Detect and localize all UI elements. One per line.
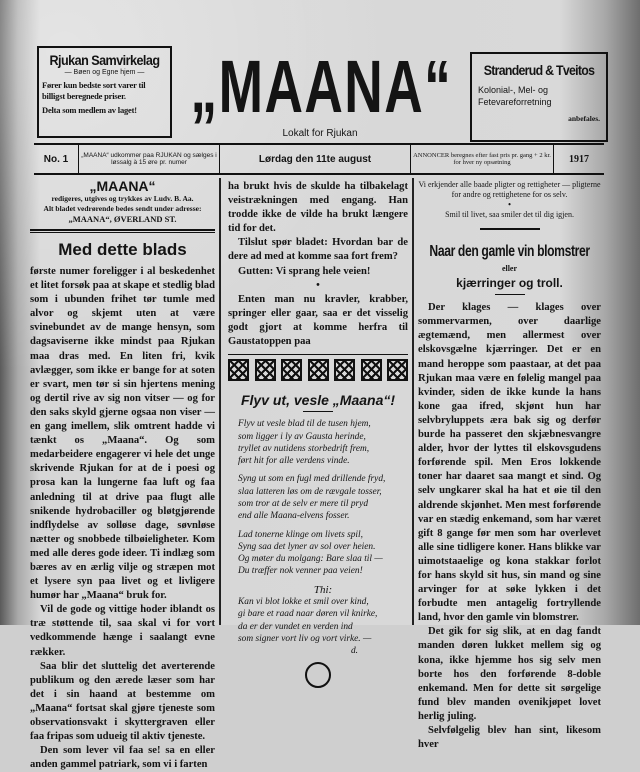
advert-stranderud-tveitos <box>470 52 608 142</box>
info-bar <box>34 143 604 175</box>
note: Vi erkjender alle baade pligter og rettigheter — pligterne for andre og rettighetene for os selv. <box>418 180 601 199</box>
paragraph: Den som lever vil faa se! sa en eller anden gammel patriark, som vi i farten <box>30 745 215 771</box>
advert-title: Stranderud & Tveitos <box>483 62 595 78</box>
double-rule <box>30 229 215 233</box>
rule <box>480 228 540 230</box>
poem-line: gi bare et raad naar døren vil knirke, <box>238 609 378 620</box>
issue-year: 1917 <box>569 153 589 165</box>
advert-body: Kolonial-, Mel- og Fetevareforretning <box>478 85 552 107</box>
ornament-border <box>228 354 408 385</box>
poem-interlude: Thi: <box>313 583 333 596</box>
paragraph: Enten man nu kravler, krabber, springer eller gaar, saa er det visselig godt gjort at komme herfra til Gaustatoppen paa <box>228 293 408 348</box>
tagline: Lokalt for Rjukan <box>282 128 358 139</box>
advert-pricing: ANNONCER beregnes efter fast pris pr. gang + 2 kr. for hver ny opsætning <box>411 145 554 173</box>
flower-ornament-icon <box>305 662 331 688</box>
poem-line: som signer vort liv og vort virke. — <box>238 633 372 644</box>
article-headline: Naar den gamle vin blomstrer <box>429 243 590 260</box>
poem <box>228 418 408 657</box>
column-divider <box>412 178 414 625</box>
advert-footer: Delta som medlem av laget! <box>42 105 137 115</box>
publication-info: „MAANA“ udkommer paa RJUKAN og sælges i løssalg à 15 øre pr. numer <box>79 145 220 173</box>
article-headline: Med dette blads <box>58 240 187 259</box>
column-1 <box>30 178 215 772</box>
poem-line: Flyv ut vesle blad til de tusen hjem, <box>238 419 371 430</box>
paragraph: ha brukt hvis de skulde ha tilbakelagt veistrækningen med engang. Han trodde ikke de vilde ha brukt længere tid for det. <box>228 181 408 235</box>
poem-line: som ligger i ly av Gausta herinde, <box>238 431 366 442</box>
poem-line: tryllet av nutidens storbedrift frem, <box>238 443 370 454</box>
stanza <box>238 418 408 467</box>
article-subheadline: kjærringer og troll. <box>456 276 563 291</box>
column-3 <box>418 180 601 752</box>
paragraph: Gutten: Vi sprang hele veien! <box>238 265 371 277</box>
poem-title: Flyv ut, vesle „Maana“! <box>240 392 396 409</box>
issue-date: Lørdag den 11te august <box>220 145 411 173</box>
editorial-line: Alt bladet vedrørende bedes sendt under adresse: <box>43 204 202 213</box>
paragraph: Vil de gode og vittige hoder iblandt os træ støttende til, saa skal vi for vort vedkommende hænge i saalangt evne rækker. <box>30 604 215 658</box>
headline-or: eller <box>501 264 518 273</box>
column-divider <box>219 178 221 625</box>
paragraph: Tilslut spør bladet: Hvordan bar de dere ad med at komme saa fort frem? <box>228 237 408 263</box>
paragraph: første numer foreligger i al beskedenhet et litet forsøk paa at skape et stedlig blad som i ubunden frihet tør tumle med alvor og skjemt uten at være svinebundet av de mange hensyn, som dagsaviserne ikke mindst paa Rjukan maa dras med. En liten fri, kvik avlægger, som ikke er bange for at soten er svart, men tør si sin hjertens mening og dertil rive av sig non vitser — og for den saks skyld gjerne ogsaa non viser — en gang imellem, slik omtrent hadde vi tænkt os „Maana“. Og som medarbeidere engagerer vi hele det unge skrivende Rjukan for at de i poesi og prosa kan la lungerne faa luft og faa anledning til at drive paa flugt alle snikende hydrobaciller og bløtgjørende indflydelse av solløse dage, søvnløse nætter og snobbede tilbøieligheter. Kom med alle deres gode ideer. Ti indlæg som bæres av en ærlig vilje og stræpen mot et lysere syn paa livet og et livligere humør har „Maana“ bruk for. <box>30 266 215 602</box>
separator: • <box>316 279 320 291</box>
short-rule <box>303 411 333 412</box>
advert-rjukan-samvirkelag <box>37 46 172 138</box>
poem-line: Du træffer nok venner paa veien! <box>238 566 363 577</box>
poem-line: Syng saa det lyner av sol over heien. <box>238 541 376 552</box>
newspaper-title: „MAANA“ <box>190 45 453 128</box>
poem-line: som tror at de selv er mere til pryd <box>238 499 369 509</box>
poem-line: da er der vundet en verden ind <box>238 621 353 632</box>
poem-line: ført hit for alle verdens vinde. <box>238 456 350 467</box>
poem-line: Lad tonerne klinge om livets spil, <box>238 529 363 540</box>
stanza <box>238 473 408 522</box>
poem-line: end alle Maana-elvens fosser. <box>238 511 350 522</box>
issue-number: No. 1 <box>34 145 79 173</box>
editorial-address: „MAANA“, ØVERLAND ST. <box>68 214 177 224</box>
advert-title: Rjukan Samvirkelag <box>49 52 160 68</box>
paragraph: Saa blir det sluttelig det averterende publikum og den ærede læser som har det i sin haand at bestemme om „Maana“ fortsat skal gjøre tjeneste som observationsvakt i skyttergraven eller faa fripas som udueig til aktiv tjeneste. <box>30 660 215 743</box>
paragraph: Selvfølgelig blev han sint, likesom hver <box>418 725 601 751</box>
advert-subtitle: — Bøen og Egne hjem — <box>64 69 145 76</box>
poem-signature: d. <box>350 646 358 657</box>
note: Smil til livet, saa smiler det til dig igjen. <box>445 210 574 219</box>
poem-line: Og møter du molgang: Bare slaa til — <box>238 554 383 565</box>
paragraph: Det gik for sig slik, at en dag fandt manden døren lukket mellem sig og kona, ikke hjemme hos sig selv men borte hos den forførende 8-doble enkemand. Men for dette sit sørgelige fund blev manden ovenikjøpet lovet herlig juling. <box>418 626 601 722</box>
advert-body: Fører kun bedste sort varer til billigst beregnede priser. <box>42 80 146 101</box>
poem-line: Kan vi blot lokke et smil over kind, <box>238 597 369 608</box>
poem-line: slaa latteren løs om de rævgale tosser, <box>238 486 382 497</box>
poem-line: Syng ut som en fugl med drillende fryd, <box>238 474 386 485</box>
editorial-masthead-title: „MAANA“ <box>89 178 156 194</box>
separator: • <box>508 200 511 209</box>
short-rule <box>495 294 525 295</box>
editorial-line: redigeres, utgives og trykkes av Ludv. B. Aa. <box>51 194 194 203</box>
stanza <box>238 529 408 578</box>
paragraph: Der klages — klages over sommervarmen, over daarlige ægtemænd, men allermest over elskovsgælne kjærringer. Det er en mand heroppe som paastaar, at det paa Rjukan maa være en følelig mangel paa kvinder, siden de ikke kunde la hans kone gaa ifred, skjønt hun har selvbryluppets æra bak sig og derfør burde ha passeret den skjæbnesvangre alder, hvor der lyttes til elskovsgudens forførende spil. Men Eros lokkende toner har daaret saa mangt et sind. Og selv ungkarer skal ha hat et øie til den aldrende skjønhet. Men mest forførende var en stædig enkemand, som har været gift 8 gange før men som har overlevet alle sine tidligere koner. Hans blikke var uimotstaaelige og kona stakkar forlot for hans skyld sit hus, sin mand og sine arvinger for at søke lykken i det forbudte men antagelig fortryllende land, hvor den gamle vin blomstrer. <box>418 302 601 624</box>
column-2 <box>228 180 408 692</box>
advert-footer: anbefales. <box>568 114 600 123</box>
